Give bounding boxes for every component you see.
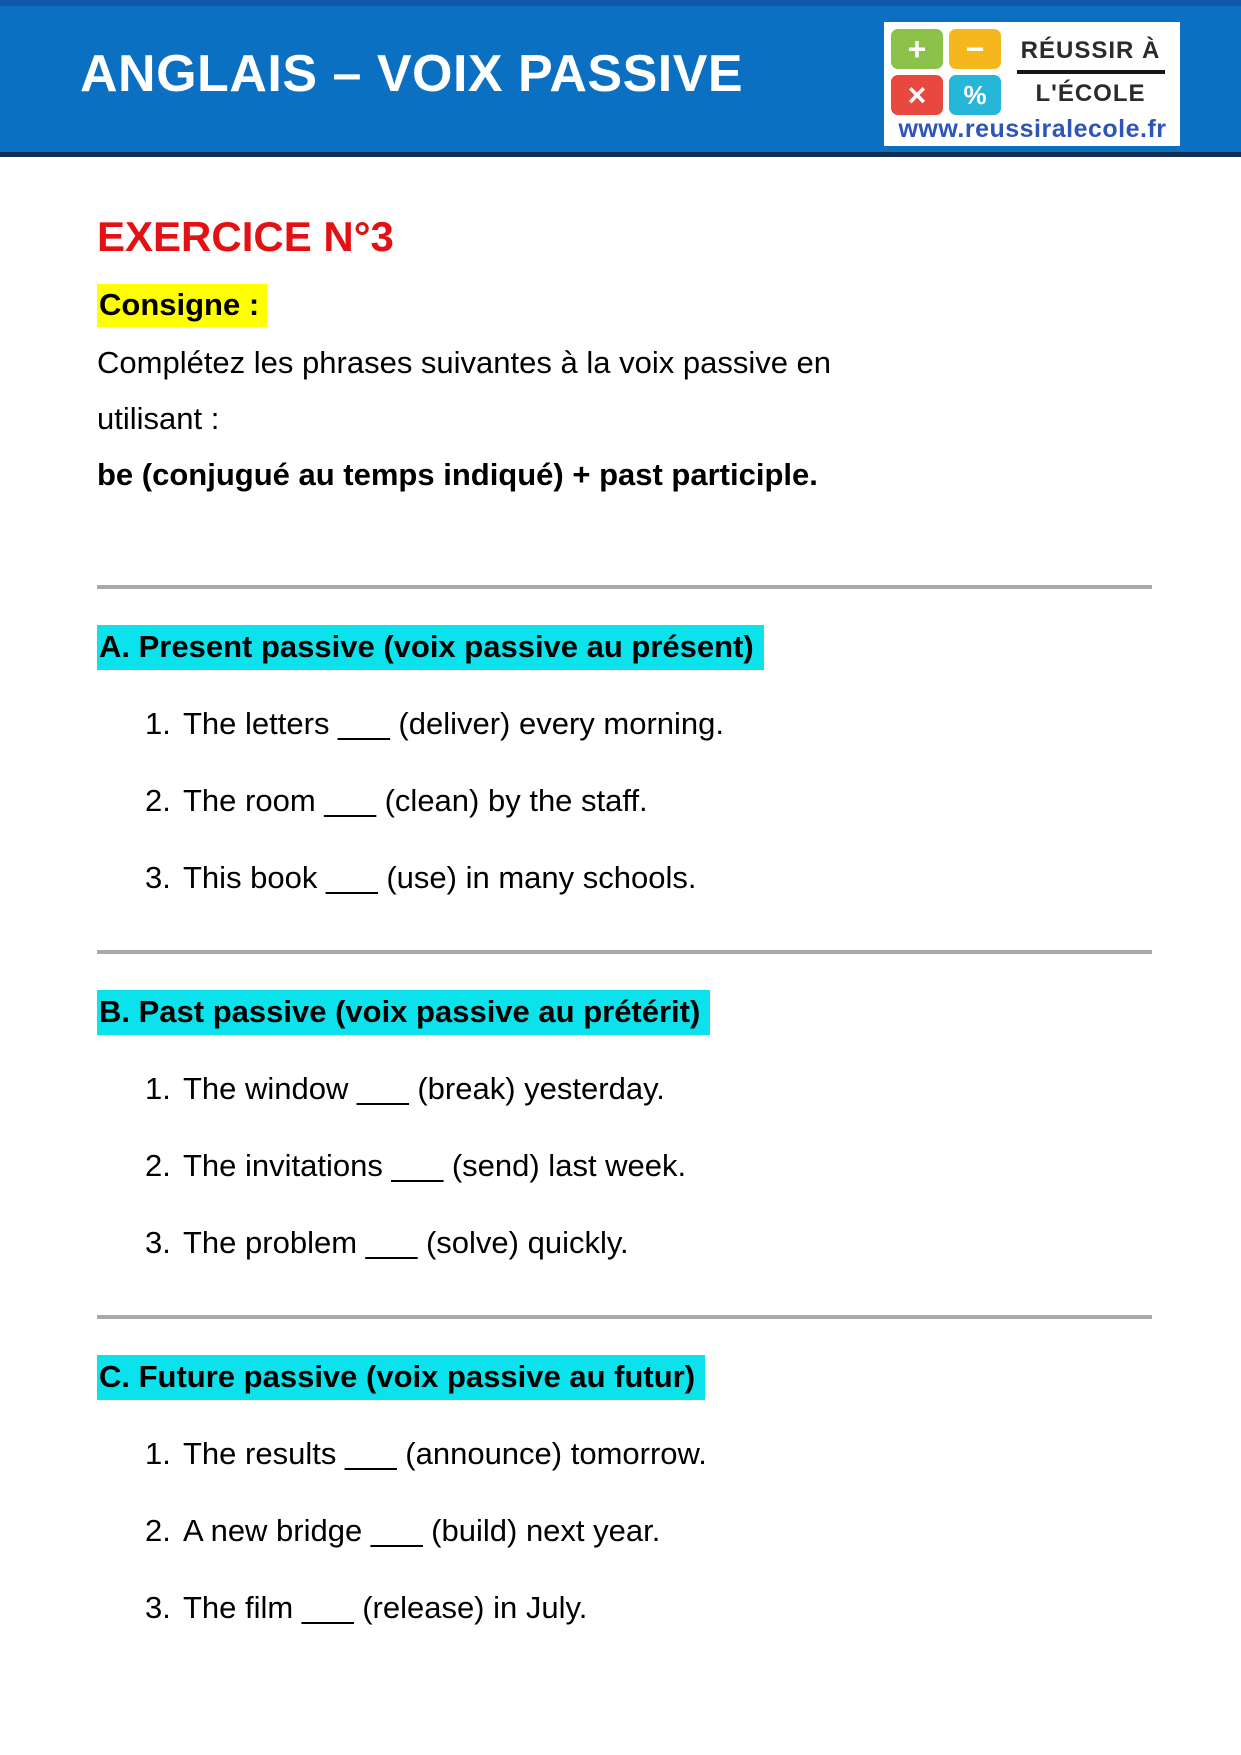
- item-sentence: The invitations ___ (send) last week.: [183, 1148, 687, 1183]
- item-number: 1.: [145, 706, 171, 741]
- exercise-item: [97, 783, 1152, 819]
- section-present-passive: [97, 629, 1152, 896]
- section-c-title: C. Future passive (voix passive au futur): [97, 1355, 705, 1400]
- section-b-items: [97, 1071, 1152, 1261]
- exercise-heading: EXERCICE N°3: [97, 213, 394, 260]
- logo-brand-text: [1007, 29, 1174, 115]
- item-sentence: A new bridge ___ (build) next year.: [183, 1513, 661, 1548]
- instruction-line-2: utilisant :: [97, 401, 220, 436]
- item-number: 1.: [145, 1436, 171, 1471]
- plus-icon: +: [891, 29, 943, 69]
- item-sentence: The letters ___ (deliver) every morning.: [183, 706, 725, 741]
- percent-icon: %: [949, 75, 1001, 115]
- item-sentence: The film ___ (release) in July.: [183, 1590, 588, 1625]
- exercise-item: [97, 1513, 1152, 1549]
- logo-math-squares: [891, 29, 1007, 115]
- formula-line: be (conjugué au temps indiqué) + past participle.: [97, 457, 818, 492]
- logo-brand-line1: RÉUSSIR À: [1020, 36, 1161, 64]
- exercise-item: [97, 1225, 1152, 1261]
- section-future-passive: [97, 1359, 1152, 1626]
- section-divider: [97, 585, 1152, 589]
- item-number: 3.: [145, 1225, 171, 1260]
- item-sentence: The results ___ (announce) tomorrow.: [183, 1436, 707, 1471]
- item-number: 3.: [145, 860, 171, 895]
- item-number: 2.: [145, 1148, 171, 1183]
- item-number: 2.: [145, 1513, 171, 1548]
- section-b-title: B. Past passive (voix passive au prétérit): [97, 990, 710, 1035]
- item-sentence: This book ___ (use) in many schools.: [183, 860, 697, 895]
- section-past-passive: [97, 994, 1152, 1261]
- consigne-label: Consigne :: [97, 284, 267, 327]
- item-sentence: The room ___ (clean) by the staff.: [183, 783, 648, 818]
- exercise-item: [97, 1436, 1152, 1472]
- instructions-paragraph: [97, 335, 1152, 503]
- section-divider: [97, 950, 1152, 954]
- item-number: 2.: [145, 783, 171, 818]
- section-a-title: A. Present passive (voix passive au présent): [97, 625, 764, 670]
- instruction-line-1: Complétez les phrases suivantes à la voix passive en: [97, 345, 832, 380]
- page-title: ANGLAIS – VOIX PASSIVE: [80, 45, 744, 103]
- logo-website-link[interactable]: www.reussiralecole.fr: [898, 115, 1167, 143]
- exercise-item: [97, 1148, 1152, 1184]
- consigne-row: [97, 287, 1152, 323]
- brand-logo: [884, 22, 1180, 146]
- exercise-item: [97, 1071, 1152, 1107]
- item-number: 1.: [145, 1071, 171, 1106]
- item-sentence: The window ___ (break) yesterday.: [183, 1071, 665, 1106]
- multiply-icon: ×: [891, 75, 943, 115]
- logo-top-row: [891, 29, 1174, 115]
- exercise-item: [97, 860, 1152, 896]
- logo-divider-rule: [1017, 70, 1165, 74]
- logo-brand-line2: L'ÉCOLE: [1035, 79, 1146, 107]
- exercise-item: [97, 706, 1152, 742]
- item-sentence: The problem ___ (solve) quickly.: [183, 1225, 629, 1260]
- section-c-items: [97, 1436, 1152, 1626]
- section-a-items: [97, 706, 1152, 896]
- item-number: 3.: [145, 1590, 171, 1625]
- minus-icon: −: [949, 29, 1001, 69]
- section-divider: [97, 1315, 1152, 1319]
- worksheet-body: [0, 213, 1241, 1626]
- header-banner: [0, 0, 1241, 157]
- exercise-item: [97, 1590, 1152, 1626]
